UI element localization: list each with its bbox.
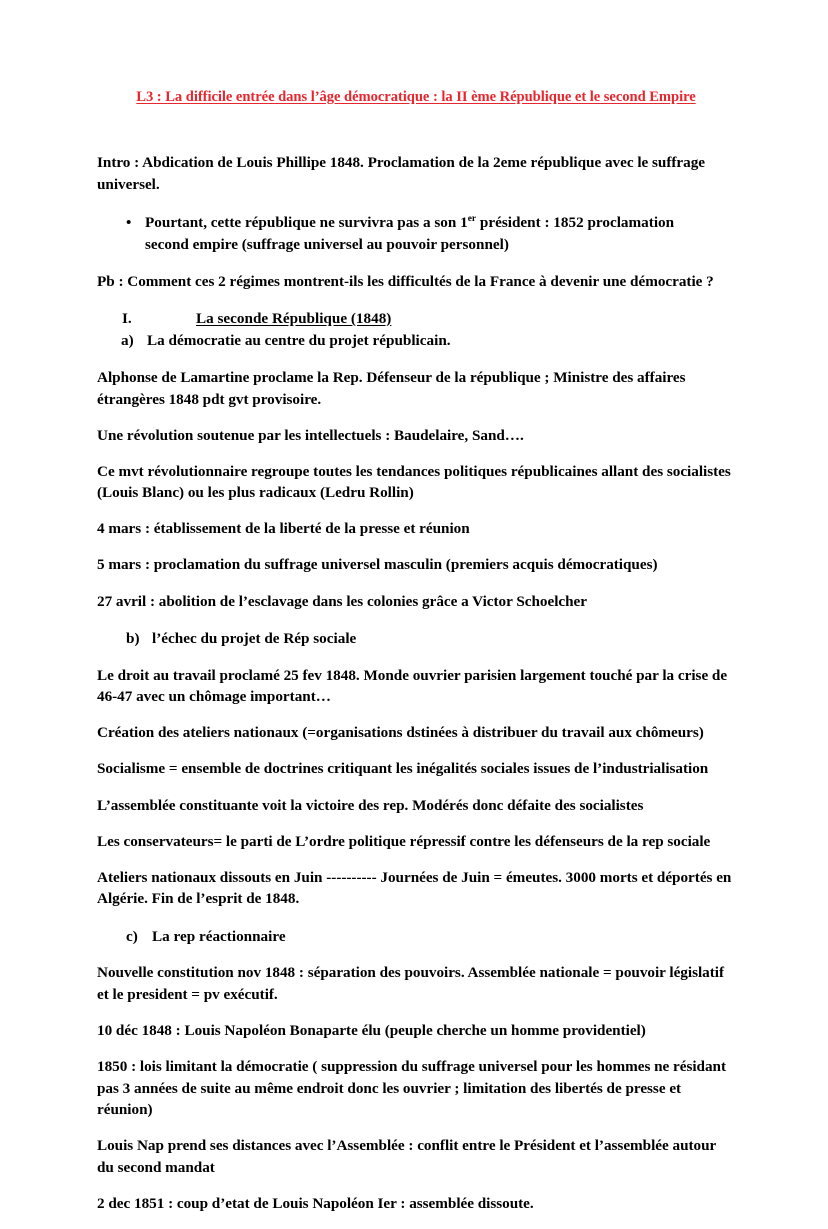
- subsection-letter-marker: a): [121, 332, 134, 350]
- paragraph-5-mars: 5 mars : proclamation du suffrage universel masculin (premiers acquis démocratiques): [97, 556, 658, 574]
- paragraph-droit-travail: Le droit au travail proclamé 25 fev 1848. Monde ouvrier parisien largement touché par la crise de 46-47 avec un chômage important…: [97, 666, 728, 706]
- subsection-heading-b: [97, 628, 735, 650]
- subsection-title-text: La rep réactionnaire: [152, 927, 286, 945]
- ordinal-superscript: er: [467, 214, 477, 225]
- intro-paragraph: Intro : Abdication de Louis Phillipe 1848. Proclamation de la 2eme république avec le suffrage universel.: [97, 153, 706, 193]
- paragraph-lamartine: Alphonse de Lamartine proclame la Rep. Défenseur de la république ; Ministre des affaires étrangères 1848 pdt gvt provisoire.: [97, 369, 686, 408]
- paragraph-conservateurs: Les conservateurs= le parti de L’ordre politique répressif contre les défenseurs de la rep sociale: [97, 832, 711, 850]
- paragraph-ateliers-nationaux: Création des ateliers nationaux (=organisations dstinées à distribuer du travail aux chômeurs): [97, 724, 704, 742]
- paragraph-journees-juin: Ateliers nationaux dissouts en Juin ---------- Journées de Juin = émeutes. 3000 morts et déportés en Algérie. Fin de l’esprit de 1848.: [97, 868, 732, 908]
- section-number-marker: I.: [122, 309, 132, 327]
- subsection-letter-marker: b): [126, 630, 140, 648]
- subsection-heading-a: [97, 330, 735, 352]
- bullet-text-part-2: président : 1852 proclamation second empire (suffrage universel au pouvoir personnel): [145, 214, 675, 253]
- bullet-list-item: [97, 212, 735, 255]
- subsection-title-text: l’échec du projet de Rép sociale: [152, 630, 357, 648]
- paragraph-10-dec-1848: 10 déc 1848 : Louis Napoléon Bonaparte élu (peuple cherche un homme providentiel): [97, 1022, 646, 1040]
- paragraph-2-dec-1851: 2 dec 1851 : coup d’etat de Louis Napoléon Ier : assemblée dissoute.: [97, 1195, 534, 1213]
- section-heading-1: [97, 308, 735, 330]
- paragraph-louis-nap-distances: Louis Nap prend ses distances avec l’Assemblée : conflit entre le Président et l’assemblée autour du second mandat: [97, 1137, 716, 1176]
- subsection-heading-c: [97, 926, 735, 948]
- subsection-title-text: La démocratie au centre du projet républicain.: [147, 332, 451, 350]
- bullet-item-text: [145, 212, 710, 255]
- paragraph-1850-lois: 1850 : lois limitant la démocratie ( suppression du suffrage universel pour les hommes ne résidant pas 3 années de suite au même endroit donc les ouvrier ; limitation des libertés de presse et réunion): [97, 1058, 727, 1119]
- paragraph-4-mars: 4 mars : établissement de la liberté de la presse et réunion: [97, 520, 470, 538]
- document-content: [97, 88, 735, 1229]
- section-title-text: La seconde République (1848): [196, 309, 392, 327]
- bullet-marker-icon: •: [126, 214, 132, 232]
- page-title: L3 : La difficile entrée dans l’âge démocratique : la II ème République et le second Empire: [136, 89, 696, 105]
- problem-statement: Pb : Comment ces 2 régimes montrent-ils les difficultés de la France à devenir une démocratie ?: [97, 273, 714, 291]
- subsection-letter-marker: c): [126, 927, 138, 945]
- paragraph-27-avril: 27 avril : abolition de l’esclavage dans les colonies grâce a Victor Schoelcher: [97, 592, 587, 610]
- bullet-text-part-1: Pourtant, cette république ne survivra pas a son 1: [145, 214, 468, 232]
- paragraph-mouvement: Ce mvt révolutionnaire regroupe toutes les tendances politiques républicaines allant des socialistes (Louis Blanc) ou les plus radicaux (Ledru Rollin): [97, 462, 731, 502]
- paragraph-assemblee-constituante: L’assemblée constituante voit la victoire des rep. Modérés donc défaite des socialistes: [97, 796, 644, 814]
- paragraph-nouvelle-constitution: Nouvelle constitution nov 1848 : séparation des pouvoirs. Assemblée nationale = pouvoir législatif et le president = pv exécutif.: [97, 964, 725, 1003]
- paragraph-socialisme: Socialisme = ensemble de doctrines critiquant les inégalités sociales issues de l’industrialisation: [97, 760, 709, 778]
- paragraph-revolution: Une révolution soutenue par les intellectuels : Baudelaire, Sand….: [97, 426, 524, 444]
